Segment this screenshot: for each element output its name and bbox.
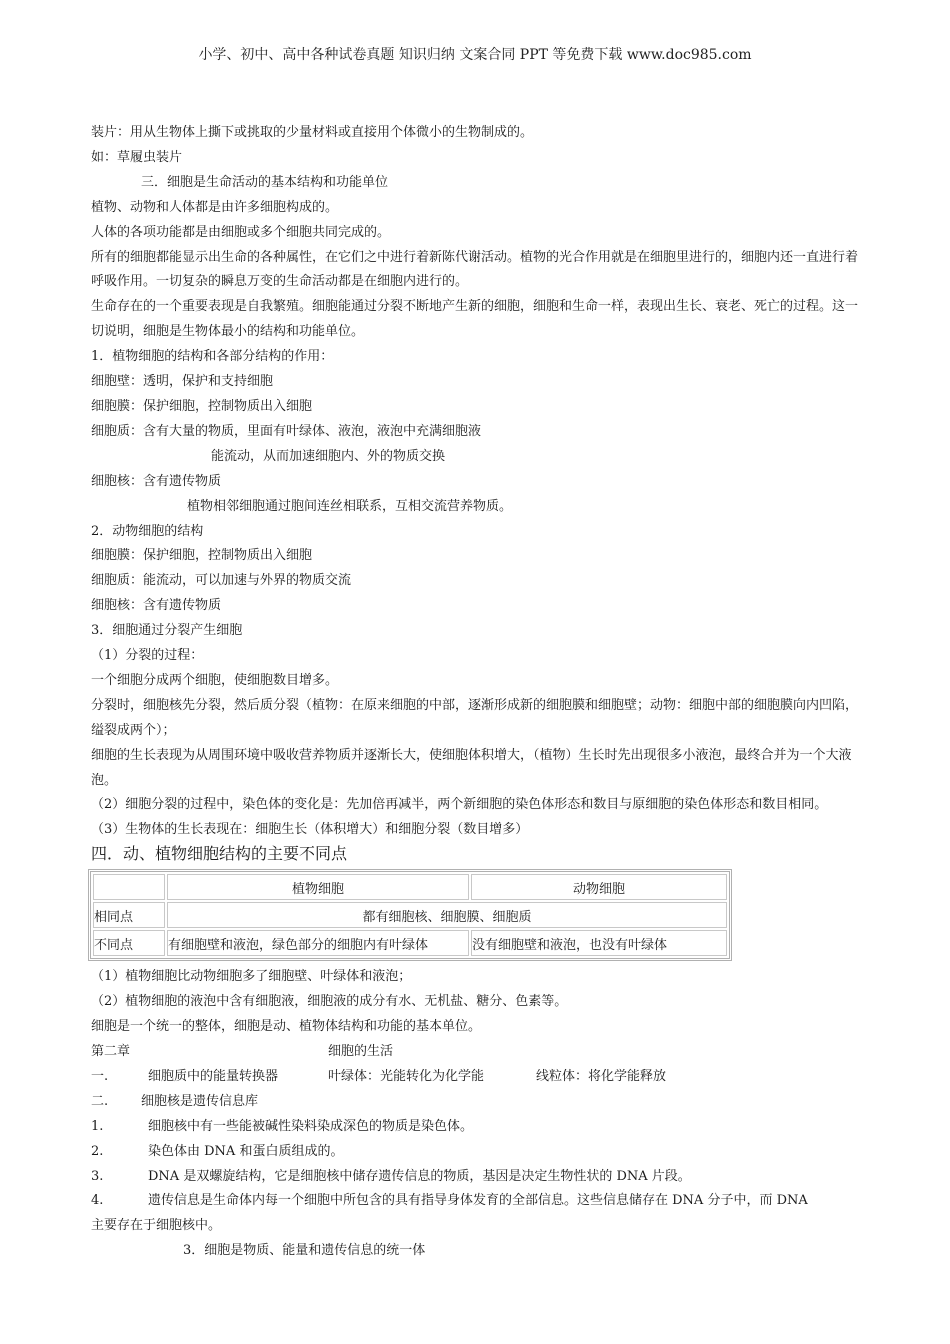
paragraph: 分裂时，细胞核先分裂，然后质分裂（植物：在原来细胞的中部，逐渐形成新的细胞膜和细胞壁；动物：细胞中部的细胞膜向内凹陷，缢裂成两个）； bbox=[91, 697, 859, 738]
text-line: 细胞膜：保护细胞，控制物质出入细胞 bbox=[91, 548, 313, 564]
text-line: 能流动，从而加速细胞内、外的物质交换 bbox=[211, 448, 446, 464]
text-line: 细胞核：含有遗传物质 bbox=[91, 473, 222, 489]
text-line: 植物、动物和人体都是由许多细胞构成的。 bbox=[91, 199, 339, 215]
list-item bbox=[91, 1090, 863, 1115]
list-number: 2. bbox=[91, 1143, 104, 1159]
list-item bbox=[91, 1165, 863, 1190]
table-header-animal: 动物细胞 bbox=[471, 874, 727, 900]
list-number: 3. bbox=[91, 1168, 104, 1184]
section-heading: 三．细胞是生命活动的基本结构和功能单位 bbox=[141, 174, 389, 190]
list-number: 二. bbox=[91, 1093, 109, 1109]
text-line: （1）植物细胞比动物细胞多了细胞壁、叶绿体和液泡； bbox=[91, 969, 412, 985]
table-row bbox=[93, 874, 727, 900]
list-number: 4. bbox=[91, 1193, 104, 1209]
list-item bbox=[91, 1140, 863, 1165]
paragraph: 生命存在的一个重要表现是自我繁殖。细胞能通过分裂不断地产生新的细胞，细胞和生命一样，表现出生长、衰老、死亡的过程。这一切说明，细胞是生物体最小的结构和功能单位。 bbox=[91, 299, 859, 340]
text-line: （2）植物细胞的液泡中含有细胞液，细胞液的成分有水、无机盐、糖分、色素等。 bbox=[91, 994, 568, 1010]
section-heading: 3．细胞是物质、能量和遗传信息的统一体 bbox=[183, 1243, 426, 1259]
list-text: 细胞质中的能量转换器 bbox=[148, 1068, 279, 1084]
chapter-heading bbox=[91, 1040, 863, 1065]
text-line: 人体的各项功能都是由细胞或多个细胞共同完成的。 bbox=[91, 224, 391, 240]
comparison-table bbox=[88, 869, 732, 961]
subsection-heading: 3．细胞通过分裂产生细胞 bbox=[91, 623, 243, 639]
page-header: 小学、初中、高中各种试卷真题 知识归纳 文案合同 PPT 等免费下载 www.doc985.com bbox=[198, 47, 752, 63]
list-item bbox=[91, 1115, 863, 1140]
list-text: DNA 是双螺旋结构，它是细胞核中储存遗传信息的物质，基因是决定生物性状的 DNA 片段。 bbox=[148, 1168, 691, 1184]
table-cell: 有细胞壁和液泡，绿色部分的细胞内有叶绿体 bbox=[167, 930, 469, 956]
text-line: 一个细胞分成两个细胞，使细胞数目增多。 bbox=[91, 672, 339, 688]
document-body bbox=[91, 121, 863, 1264]
section-heading: 四．动、植物细胞结构的主要不同点 bbox=[91, 844, 348, 864]
text-line: 细胞膜：保护细胞，控制物质出入细胞 bbox=[91, 398, 313, 414]
table-row-label: 相同点 bbox=[93, 902, 165, 928]
list-number: 1. bbox=[91, 1118, 104, 1134]
chapter-title: 细胞的生活 bbox=[328, 1044, 394, 1059]
text-line: （3）生物体的生长表现在：细胞生长（体积增大）和细胞分裂（数目增多） bbox=[91, 822, 529, 838]
list-number: 一. bbox=[91, 1068, 109, 1084]
list-text: 细胞核中有一些能被碱性染料染成深色的物质是染色体。 bbox=[148, 1118, 474, 1134]
list-text: 叶绿体：光能转化为化学能 bbox=[328, 1068, 485, 1084]
list-text: 遗传信息是生命体内每一个细胞中所包含的具有指导身体发育的全部信息。这些信息储存在 DNA 分子中，而 DNA bbox=[148, 1193, 808, 1209]
text-line: 装片：用从生物体上撕下或挑取的少量材料或直接用个体微小的生物制成的。 bbox=[91, 125, 534, 140]
table-cell: 没有细胞壁和液泡，也没有叶绿体 bbox=[471, 930, 727, 956]
list-text: 细胞核是遗传信息库 bbox=[141, 1093, 259, 1109]
table-row bbox=[93, 902, 727, 928]
paragraph: （2）细胞分裂的过程中，染色体的变化是：先加倍再减半，两个新细胞的染色体形态和数目与原细胞的染色体形态和数目相同。 bbox=[91, 797, 828, 813]
subsection-heading: 2．动物细胞的结构 bbox=[91, 523, 204, 539]
text-line: 如：草履虫装片 bbox=[91, 149, 183, 165]
text-line: （1）分裂的过程： bbox=[91, 648, 204, 664]
paragraph: 细胞的生长表现为从周围环境中吸收营养物质并逐渐长大，使细胞体积增大，（植物）生长时先出现很多小液泡，最终合并为一个大液泡。 bbox=[91, 747, 852, 788]
table-row-label: 不同点 bbox=[93, 930, 165, 956]
text-line: 细胞壁：透明，保护和支持细胞 bbox=[91, 374, 274, 390]
paragraph: 所有的细胞都能显示出生命的各种属性，在它们之中进行着新陈代谢活动。植物的光合作用就是在细胞里进行的，细胞内还一直进行着呼吸作用。一切复杂的瞬息万变的生命活动都是在细胞内进行的。 bbox=[91, 249, 859, 290]
list-text: 线粒体：将化学能释放 bbox=[536, 1068, 667, 1084]
text-line: 细胞核：含有遗传物质 bbox=[91, 598, 222, 614]
text-line: 细胞是一个统一的整体，细胞是动、植物体结构和功能的基本单位。 bbox=[91, 1019, 482, 1035]
text-line: 植物相邻细胞通过胞间连丝相联系，互相交流营养物质。 bbox=[187, 498, 513, 514]
text-line: 主要存在于细胞核中。 bbox=[91, 1218, 222, 1234]
chapter-label: 第二章 bbox=[91, 1044, 131, 1059]
table-cell bbox=[93, 874, 165, 900]
list-text: 染色体由 DNA 和蛋白质组成的。 bbox=[148, 1143, 344, 1159]
table-header-plant: 植物细胞 bbox=[167, 874, 469, 900]
list-item bbox=[91, 1065, 863, 1090]
text-line: 细胞质：含有大量的物质，里面有叶绿体、液泡，液泡中充满细胞液 bbox=[91, 423, 482, 439]
subsection-heading: 1．植物细胞的结构和各部分结构的作用： bbox=[91, 349, 334, 365]
table-row bbox=[93, 930, 727, 956]
table-cell: 都有细胞核、细胞膜、细胞质 bbox=[167, 902, 727, 928]
text-line: 细胞质：能流动，可以加速与外界的物质交流 bbox=[91, 573, 352, 589]
list-item bbox=[91, 1189, 863, 1214]
